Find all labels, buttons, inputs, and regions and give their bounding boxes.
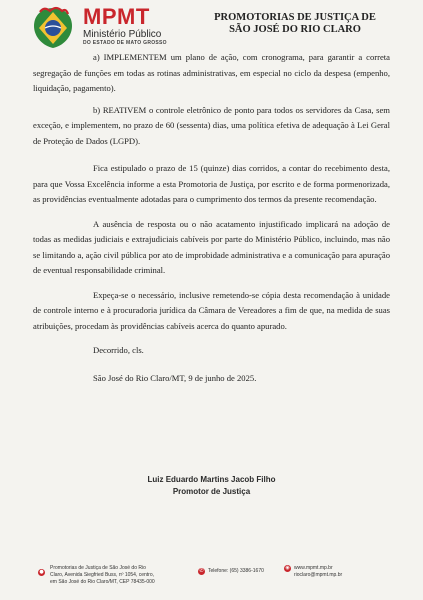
paragraph-item-b: b) REATIVEM o controle eletrônico de ponto para todos os servidores da Casa, sem exceção, e implementem, no prazo de 60 (sessenta) dias, uma política efetiva de adequação à Lei Geral de Proteção de Dados (LGPD).: [33, 104, 390, 146]
signature-block: [0, 474, 423, 498]
footer-website[interactable]: www.mpmt.mp.br: [294, 565, 333, 571]
paragraph-dispatch: Expeça-se o necessário, inclusive remetendo-se cópia desta recomendação à unidade de controle interno e à procuradoria jurídica da Câmara de Vereadores a fim de que, na medida de suas atribuições, procedam às providências cabíveis acerca do quanto apurado.: [33, 289, 390, 331]
closing-remark: Decorrido, cls.: [93, 345, 144, 355]
logo-subtitle: Ministério Público: [83, 29, 162, 40]
paragraph-noncompliance: A ausência de resposta ou o não acatamento injustificado implicará na adoção de todas as medidas judiciais e extrajudiciais cabíveis por parte do Ministério Público, incluindo, mas não se limitando a, ação civil pública por ato de improbidade administrativa e a comunicação para apuração de eventual responsabilidade criminal.: [33, 218, 390, 275]
signatory-role: Promotor de Justiça: [172, 487, 251, 496]
signatory-name: Luiz Eduardo Martins Jacob Filho: [147, 475, 276, 484]
footer-address: Promotorias de Justiça de São José do Rio Claro, Avenida Siegfried Buss, nº 1054, centro, em São José do Rio Claro/MT, CEP 78435-000: [50, 565, 155, 585]
location-pin-icon: ●: [39, 569, 44, 575]
web-icon: ◉: [285, 565, 290, 571]
footer-phone: Telefone: (65) 3386-1670: [208, 568, 264, 574]
mpmt-logo-icon: [30, 6, 76, 50]
letterhead: [0, 0, 423, 46]
date-line: São José do Rio Claro/MT, 9 de junho de 2025.: [93, 372, 257, 383]
office-name-line1: PROMOTORIAS DE JUSTIÇA DE: [214, 12, 376, 23]
logo-title: MPMT: [83, 4, 150, 29]
office-name-line2: SÃO JOSÉ DO RIO CLARO: [229, 24, 361, 35]
document-body: [33, 50, 390, 386]
phone-icon: ✆: [199, 568, 204, 574]
office-name: [200, 12, 390, 36]
footer: [0, 556, 423, 600]
logo-wordmark: [83, 6, 167, 46]
paragraph-item-a: a) IMPLEMENTEM um plano de ação, com cronograma, para garantir a correta segregação de funções em todas as rotinas administrativas, em especial no ciclo da despesa (empenho, liquidação, pagamento).: [33, 52, 390, 93]
paragraph-deadline: Fica estipulado o prazo de 15 (quinze) dias corridos, a contar do recebimento desta, para que Vossa Excelência informe a esta Promotoria de Justiça, por escrito e de forma pormenorizada, as providências eventualmente adotadas para o cumprimento dos termos da presente recomendação.: [33, 163, 390, 204]
logo-subtitle-state: DO ESTADO DE MATO GROSSO: [83, 40, 167, 46]
footer-email[interactable]: rioclaro@mpmt.mp.br: [294, 572, 343, 578]
